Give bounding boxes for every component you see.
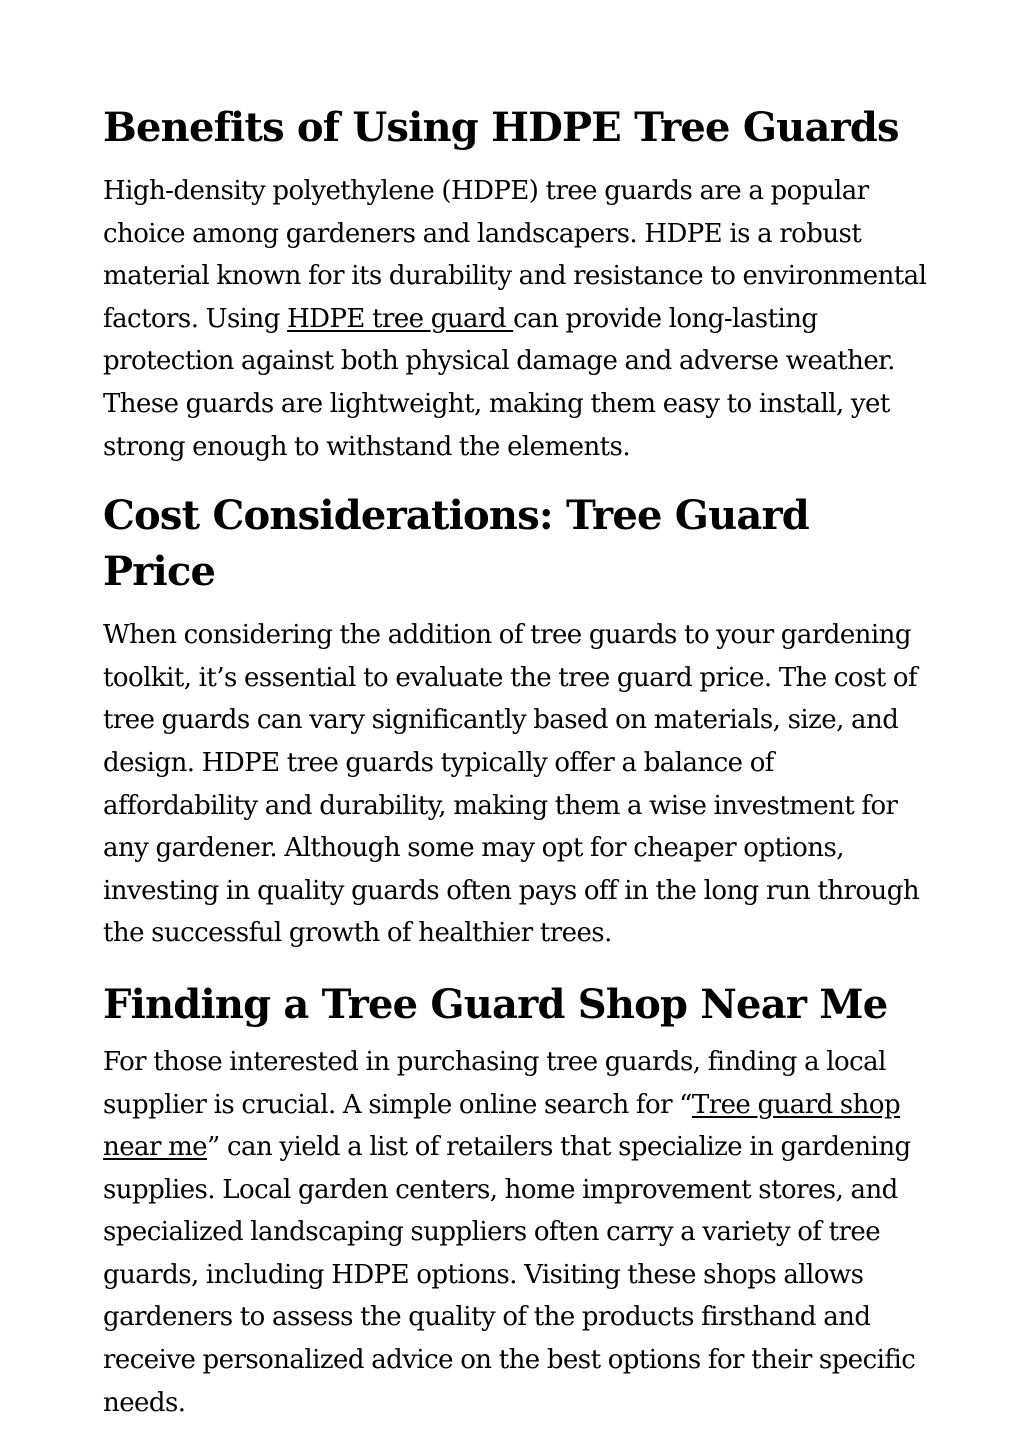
paragraph-shop-text-start: For those interested in purchasing tree guards, finding a local supplier is crucial. A simple online search for “: [103, 1046, 886, 1120]
paragraph-cost: When considering the addition of tree guards to your gardening toolkit, it’s essential to evaluate the tree guard price. The cost of tree guards can vary significantly based on materials, size, and design. HDPE tree guards typically offer a balance of affordability and durability, making them a wise investment for any gardener. Although some may opt for cheaper options, investing in quality guards often pays off in the long run through the successful growth of healthier trees.: [103, 620, 920, 949]
heading-shop: Finding a Tree Guard Shop Near Me: [103, 980, 888, 1028]
paragraph-shop: [103, 1041, 933, 1424]
paragraph-benefits-text-end: can provide long-lasting protection against both physical damage and adverse weather. These guards are lightweight, making them easy to install, yet strong enough to withstand the elements.: [103, 303, 895, 462]
paragraph-shop-text-end: ” can yield a list of retailers that specialize in gardening supplies. Local garden centers, home improvement stores, and specialized landscaping suppliers often carry a variety of tree guards, including HDPE options. Visiting these shops allows gardeners to assess the quality of the products firsthand and receive personalized advice on the best options for their specific needs.: [103, 1132, 916, 1418]
paragraph-benefits: [103, 170, 933, 468]
paragraph-benefits-text-start: High-density polyethylene (HDPE) tree guards are a popular choice among gardeners and landscapers. HDPE is a robust material known for its durability and resistance to environmental factors. Using: [103, 176, 927, 334]
tree-guard-shop-link[interactable]: Tree guard shop near me: [103, 1089, 901, 1163]
hdpe-tree-guard-link[interactable]: HDPE tree guard: [287, 303, 514, 334]
document-page: [103, 100, 933, 1424]
heading-benefits: Benefits of Using HDPE Tree Guards: [103, 104, 899, 151]
heading-cost: Cost Considerations: Tree Guard Price: [103, 492, 809, 596]
